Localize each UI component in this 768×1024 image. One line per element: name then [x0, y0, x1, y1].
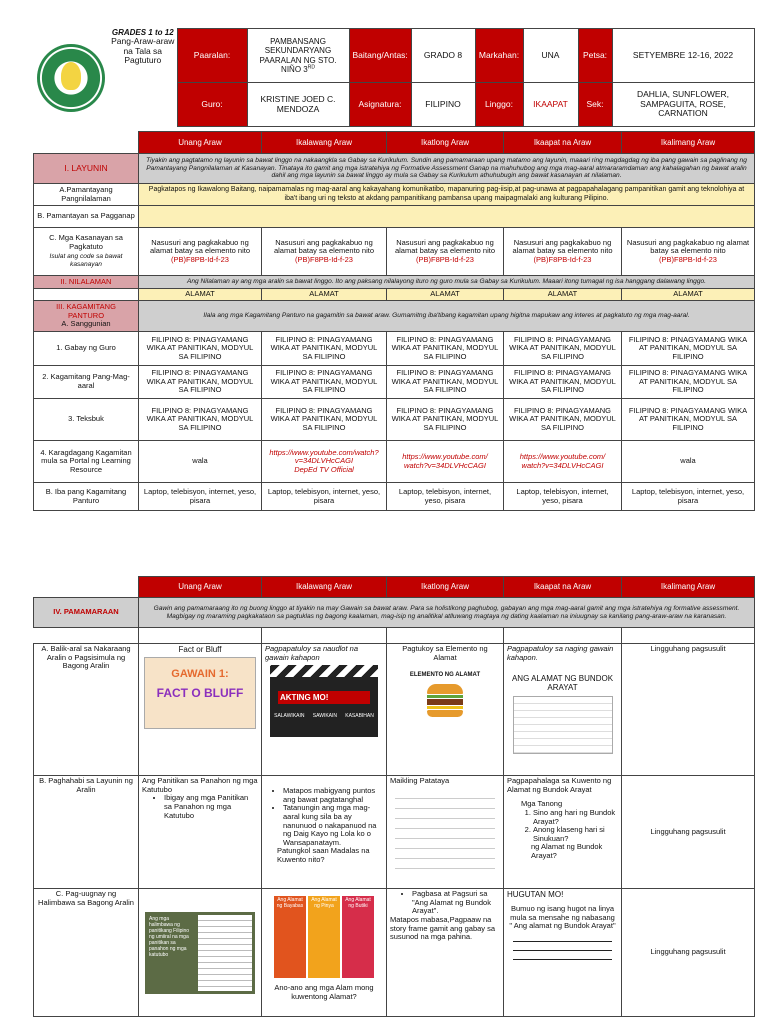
date-label: Petsa: — [578, 29, 612, 83]
plan-table-2 — [33, 576, 755, 1017]
day-header: Ikatlong Araw — [387, 577, 504, 598]
reference-cell: FILIPINO 8: PINAGYAMANG WIKA AT PANITIKAN, MODYUL SA FILIPINO — [262, 332, 387, 366]
resource-link-cell[interactable] — [262, 441, 387, 483]
seal-emblem-icon — [37, 44, 105, 112]
competency-cell: Nasusuri ang pagkakabuo ng alamat batay sa elemento nito (PB)F8PB-Id-f-23 — [139, 228, 262, 276]
row-label: B. Iba pang Kagamitang Panturo — [34, 483, 139, 511]
spacer-cell — [262, 628, 387, 644]
motive-cell-day3 — [387, 776, 504, 889]
plan-table-1 — [33, 131, 755, 511]
question-item: 1. Sino ang hari ng Bundok Arayat? — [533, 809, 618, 826]
day-header: Ikalawang Araw — [262, 132, 387, 154]
motive-cell-day4 — [504, 776, 622, 889]
section-desc: Gawin ang pamamaraang ito ng buong linggo at tiyakin na may Gawain sa bawat araw. Para sa holistikong paghubog, gabayan ang mga mag-aaral gamit ang mga istratehiya ng formative assessment. Magbigay ng maraming pagkakataon sa pagtuklas ng bagong kaalaman, mag-isip ng analitikal atlluwang magtaya ng dating kaalaman na iniuugnay sa kanilang pang-araw-araw na karanasan. — [139, 598, 755, 628]
burger-icon — [427, 684, 463, 717]
reference-cell: FILIPINO 8: PINAGYAMANG WIKA AT PANITIKAN, MODYUL SA FILIPINO — [387, 332, 504, 366]
reference-cell: FILIPINO 8: PINAGYAMANG WIKA AT PANITIKAN, MODYUL SA FILIPINO — [622, 332, 755, 366]
bullet-item: • Matapos mabigyang puntos ang bawat pagtatanghal — [283, 787, 383, 804]
term-label: Markahan: — [475, 29, 523, 83]
topic-label-cell — [34, 289, 139, 301]
day-header: Unang Araw — [139, 132, 262, 154]
channel-name: DepEd TV Official — [294, 464, 354, 474]
story-quote: " Ang alamat ng Bundok Arayat" — [509, 921, 616, 931]
activity-instruction: Bumuo ng isang hugot na linya mula sa mensahe ng nabasang — [510, 904, 615, 922]
book-cover-butiki: Ang Alamat ng Butiki — [342, 896, 374, 978]
date-value: SETYEMBRE 12-16, 2022 — [612, 29, 754, 83]
resource-link-cell[interactable] — [387, 441, 504, 483]
review-cell-day4 — [504, 644, 622, 776]
activity-title: Pagtukoy sa Elemento ng Alamat — [402, 644, 488, 662]
resource-cell: wala — [622, 441, 755, 483]
book-cover-pinya: Ang Alamat ng Pinya — [308, 896, 340, 978]
reference-cell: FILIPINO 8: PINAGYAMANG WIKA AT PANITIKAN, MODYUL SA FILIPINO — [139, 332, 262, 366]
section-value: DAHLIA, SUNFLOWER, SAMPAGUITA, ROSE, CARNATION — [612, 83, 754, 127]
activity-title: Pagpapatuloy sa naudlot na gawain kahapon — [265, 644, 358, 662]
story-frame-worksheet — [513, 696, 613, 754]
row-label: A. Balik-aral sa Nakaraang Aralin o Pagsisimula ng Bagong Aralin — [34, 644, 139, 776]
book-cover-bayabas: Ang Alamat ng Bayabas — [274, 896, 306, 978]
row-label — [34, 228, 139, 276]
question-item: 2. Anong klaseng hari si Sinukuan? — [533, 826, 618, 843]
reference-cell: FILIPINO 8: PINAGYAMANG WIKA AT PANITIKAN, MODYUL SA FILIPINO — [387, 366, 504, 399]
review-cell-day2 — [262, 644, 387, 776]
reference-cell: FILIPINO 8: PINAGYAMANG WIKA AT PANITIKAN, MODYUL SA FILIPINO — [139, 399, 262, 441]
clapper-stripes — [270, 665, 378, 677]
youtube-link[interactable]: https://www.youtube.com/ watch?v=34DLVHcCAGI — [519, 451, 606, 470]
example-cell-day4 — [504, 889, 622, 1017]
competency-label: C. Mga Kasanayan sa Pagkatuto — [49, 233, 123, 251]
reference-cell: FILIPINO 8: PINAGYAMANG WIKA AT PANITIKAN, MODYUL SA FILIPINO — [262, 366, 387, 399]
guide-question: Patungkol saan Madalas na Kuwento nito? — [277, 846, 370, 864]
reference-cell: FILIPINO 8: PINAGYAMANG WIKA AT PANITIKAN, MODYUL SA FILIPINO — [504, 332, 622, 366]
example-cell-day3 — [387, 889, 504, 1017]
activity-title: Maikling Patataya — [390, 776, 450, 785]
corner-cell — [34, 577, 139, 598]
materials-cell: Laptop, telebisyon, internet, yeso, pisara — [504, 483, 622, 511]
spacer-cell — [504, 628, 622, 644]
weekly-test-cell: Lingguhang pagsusulit — [622, 644, 755, 776]
activity-instruction: Matapos mabasa,Pagpaaw na story frame gamit ang gabay sa susunod na mga pahina. — [390, 914, 496, 942]
question-item: ng Alamat ng Bundok Arayat? — [531, 842, 603, 860]
row-label: C. Pag-uugnay ng Halimbawa sa Bagong Aralin — [34, 889, 139, 1017]
competency-cell: Nasusuri ang pagkakabuo ng alamat batay sa elemento nito (PB)F8PB-Id-f-23 — [622, 228, 755, 276]
fact-bluff-card — [144, 657, 256, 729]
bullet-item: • Ibigay ang mga Panitikan sa Panahon ng mga Katutubo — [164, 794, 258, 820]
grade-range: GRADES 1 to 12 — [111, 28, 174, 37]
clapper-words: SALAWIKAIN SAWIKAIN KASABIHAN — [274, 713, 374, 720]
subject-value: FILIPINO — [411, 83, 475, 127]
activity-title: Pagpapahalaga sa Kuwento ng Alamat ng Bundok Arayat — [507, 776, 612, 794]
spacer-cell — [34, 628, 139, 644]
competency-note: Isulat ang code sa bawat kasanayan — [49, 252, 123, 269]
row-label: 2. Kagamitang Pang-Mag-aaral — [34, 366, 139, 399]
subject-label: Asignatura: — [349, 83, 411, 127]
day-header: Ikaapat na Araw — [504, 577, 622, 598]
grade-value: GRADO 8 — [411, 29, 475, 83]
resource-cell: wala — [139, 441, 262, 483]
example-cell-day2 — [262, 889, 387, 1017]
chart-list — [198, 915, 252, 991]
spacer-cell — [139, 628, 262, 644]
week-value: IKAAPAT — [523, 83, 578, 127]
answer-line — [513, 950, 612, 951]
day-header: Ikalimang Araw — [622, 577, 755, 598]
competency-cell: Nasusuri ang pagkakabuo ng alamat batay sa elemento nito (PB)F8PB-Id-f-23 — [504, 228, 622, 276]
answer-line — [513, 959, 612, 960]
literature-chart-image — [145, 912, 255, 994]
elements-heading: ELEMENTO NG ALAMAT — [409, 672, 481, 679]
answer-line — [513, 941, 612, 942]
week-label: Linggo: — [475, 83, 523, 127]
reference-cell: FILIPINO 8: PINAGYAMANG WIKA AT PANITIKAN, MODYUL SA FILIPINO — [504, 366, 622, 399]
materials-cell: Laptop, telebisyon, internet, yeso, pisara — [262, 483, 387, 511]
resource-link-cell[interactable] — [504, 441, 622, 483]
youtube-link[interactable]: https://www.youtube.com/watch?v=34DLVHcCAGI — [269, 447, 379, 466]
teacher-value: KRISTINE JOED C. MENDOZA — [247, 83, 349, 127]
row-label: 3. Teksbuk — [34, 399, 139, 441]
corner-cell — [34, 132, 139, 154]
activity-title: Fact or Bluff — [178, 645, 222, 654]
day-header: Ikalimang Araw — [622, 132, 755, 154]
motive-cell-day2 — [262, 776, 387, 889]
clapperboard-image — [270, 665, 378, 737]
row-label: B. Pamantayan sa Pagganap — [34, 206, 139, 228]
header-table — [33, 28, 755, 127]
topic-cell: ALAMAT — [139, 289, 262, 301]
youtube-link[interactable]: https://www.youtube.com/ watch?v=34DLVHcCAGI — [402, 451, 488, 470]
competency-cell: Nasusuri ang pagkakabuo ng alamat batay sa elemento nito (PB)F8PB-Id-f-23 — [387, 228, 504, 276]
section-desc: Ilala ang mga Kagamitang Panturo na gagamitin sa bawat araw. Gumamitng iba'tibang kagamitan upang higitna mapukaw ang interes at pagkatuto ng mga mag-aaral. — [139, 301, 755, 332]
teacher-label: Guro: — [177, 83, 247, 127]
clapper-title: AKTING MO! — [278, 691, 370, 704]
section-desc: Ang Nilalaman ay ang mga aralin sa bawat linggo. Ito ang paksang nilalayong ituro ng guro mula sa Gabay sa Kurikulum. Maaari itong tumagal ng isa hanggang dalawang linggo. — [139, 276, 755, 289]
section-title-kagamitan: III. KAGAMITANG PANTURO A. Sanggunian — [34, 301, 139, 332]
example-cell-day1 — [139, 889, 262, 1017]
topic-cell: ALAMAT — [622, 289, 755, 301]
materials-cell: Laptop, telebisyon, internet, yeso, pisara — [622, 483, 755, 511]
school-label: Paaralan: — [177, 29, 247, 83]
motive-cell-day1 — [139, 776, 262, 889]
bullet-item: • Pagbasa at Pagsuri sa "Ang Alamat ng Bundok Arayat". — [412, 890, 500, 916]
content-standard-text: Pagkatapos ng Ikawalong Baitang, naipamamalas ng mag-aaral ang kakayahang komunikatibo, mapanuring pag-iisip,at pag-unawa at pagpapahalagang pampanitikan gamit ang teknolohiya at iba't ibang uri ng teksto at akdang pampanitikang pambansa upang maipagmalaki ang kulturang Pilipino. — [139, 184, 755, 206]
quiz-worksheet — [395, 789, 495, 871]
row-label: 1. Gabay ng Guro — [34, 332, 139, 366]
bullet-item: • Tatanungin ang mga mag-aaral kung sila ba ay nanunuod o nakapanuod na ng Daig Kayo ng Lola ko o Wansapanataym. — [283, 804, 383, 847]
materials-cell: Laptop, telebisyon, internet, yeso, pisara — [139, 483, 262, 511]
day-header: Ikaapat na Araw — [504, 132, 622, 154]
section-title-layunin: I. LAYUNIN — [34, 154, 139, 184]
review-cell-day3 — [387, 644, 504, 776]
questions-heading: Mga Tanong — [521, 799, 563, 809]
performance-standard-cell — [139, 206, 755, 228]
reference-cell: FILIPINO 8: PINAGYAMANG WIKA AT PANITIKAN, MODYUL SA FILIPINO — [387, 399, 504, 441]
card-heading: GAWAIN 1: — [171, 668, 229, 681]
activity-title: Pagpapatuloy sa naging gawain kahapon. — [507, 644, 614, 662]
section-title-nilalaman: II. NILALAMAN — [34, 276, 139, 289]
row-label: 4. Karagdagang Kagamitan mula sa Portal ng Learning Resource — [34, 441, 139, 483]
row-label: A.Pamantayang Pangnilalaman — [34, 184, 139, 206]
activity-title: HUGUTAN MO! — [507, 890, 564, 899]
grade-label: Baitang/Antas: — [349, 29, 411, 83]
reference-cell: FILIPINO 8: PINAGYAMANG WIKA AT PANITIKAN, MODYUL SA FILIPINO — [504, 399, 622, 441]
deped-seal — [33, 29, 109, 127]
reference-cell: FILIPINO 8: PINAGYAMANG WIKA AT PANITIKAN, MODYUL SA FILIPINO — [139, 366, 262, 399]
row-label: B. Paghahabi sa Layunin ng Aralin — [34, 776, 139, 889]
day-header: Ikalawang Araw — [262, 577, 387, 598]
book-covers — [265, 896, 383, 978]
weekly-test-cell: Lingguhang pagsusulit — [622, 776, 755, 889]
spacer-cell — [387, 628, 504, 644]
competency-cell: Nasusuri ang pagkakabuo ng alamat batay sa elemento nito (PB)F8PB-Id-f-23 — [262, 228, 387, 276]
day-header: Unang Araw — [139, 577, 262, 598]
section-label: Sek: — [578, 83, 612, 127]
materials-cell: Laptop, telebisyon, internet, yeso, pisara — [387, 483, 504, 511]
topic-cell: ALAMAT — [504, 289, 622, 301]
activity-title: Ang Panitikan sa Panahon ng mga Katutubo — [142, 776, 258, 794]
reference-cell: FILIPINO 8: PINAGYAMANG WIKA AT PANITIKAN, MODYUL SA FILIPINO — [262, 399, 387, 441]
guide-question: Ano-ano ang mga Alam mong kuwentong Alamat? — [274, 983, 374, 1001]
story-title: ANG ALAMAT NG BUNDOK ARAYAT — [511, 674, 614, 693]
chart-caption: Ang mga halimbawa ng panitikang Filipino ng umiiral na mga panitikan sa panahon ng mga katutubo — [149, 915, 190, 958]
topic-cell: ALAMAT — [262, 289, 387, 301]
day-header: Ikatlong Araw — [387, 132, 504, 154]
spacer-cell — [622, 628, 755, 644]
term-value: UNA — [523, 29, 578, 83]
review-cell-day1 — [139, 644, 262, 776]
school-form-title — [109, 29, 177, 127]
reference-cell: FILIPINO 8: PINAGYAMANG WIKA AT PANITIKAN, MODYUL SA FILIPINO — [622, 399, 755, 441]
topic-cell: ALAMAT — [387, 289, 504, 301]
section-desc: Tiyakin ang pagtatamo ng layunin sa bawat linggo na nakaangkla sa Gabay sa Kurikulum. Sundin ang pamamaraan upang matamo ang layunin, maaari ring magdagdag ng iba pang gawain sa paglinang ng Pamantayang Pangnilalaman at Kasanayan. Tinataya ito gamit ang mga istratehiya ng Formative Assessment Ganap na mahuhubog ang mga mag-aaral atmararamdaman ang kahalagahan ng bawat aralin dahil ang mga layunin sa bawat linggo ay mula sa Gabay sa Kurikulum athuhubugin ang bawat kasanayan at nilalaman. — [139, 154, 755, 184]
reference-cell: FILIPINO 8: PINAGYAMANG WIKA AT PANITIKAN, MODYUL SA FILIPINO — [622, 366, 755, 399]
weekly-test-cell: Lingguhang pagsusulit — [622, 889, 755, 1017]
form-title: Pang-Araw-araw na Tala sa Pagtuturo — [111, 36, 175, 66]
card-subheading: FACT O BLUFF — [156, 685, 244, 700]
school-value: PAMBANSANG SEKUNDARYANG PAARALAN NG STO. NIÑO 3RD — [247, 29, 349, 83]
section-title-pamamaraan: IV. PAMAMARAAN — [34, 598, 139, 628]
